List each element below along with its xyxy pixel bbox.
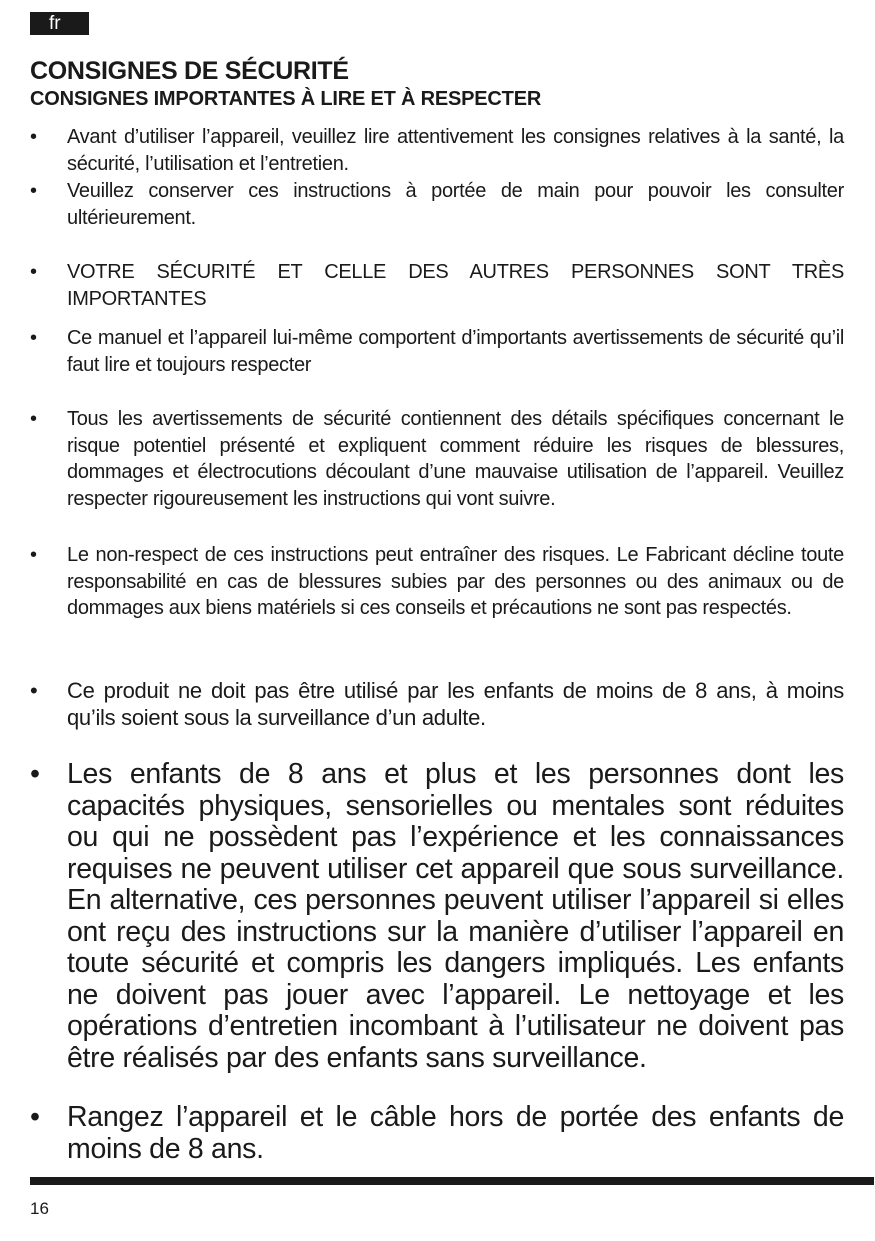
page-subtitle: CONSIGNES IMPORTANTES À LIRE ET À RESPECTER bbox=[30, 88, 542, 110]
list-item bbox=[30, 178, 844, 231]
list-item-text: Tous les avertissements de sécurité contiennent des détails spécifiques concernant le risque potentiel présenté et expliquent comment réduire les risques de blessures, dommages et électrocutions découlant d’une mauvaise utilisation de l’appareil. Veuillez respecter rigoureusement les instructions qui vont suivre. bbox=[67, 408, 844, 510]
list-item-text: Le non-respect de ces instructions peut entraîner des risques. Le Fabricant décline toute responsabilité en cas de blessures subies par des personnes ou des animaux ou de dommages aux biens matériels si ces conseils et précautions ne sont pas respectés. bbox=[67, 544, 844, 619]
bullet-icon: • bbox=[30, 408, 38, 430]
bullet-icon: • bbox=[30, 126, 38, 148]
footer-divider bbox=[30, 1177, 874, 1185]
list-item-text: VOTRE SÉCURITÉ ET CELLE DES AUTRES PERSONNES SONT TRÈS IMPORTANTES bbox=[67, 261, 844, 310]
bullet-icon: • bbox=[30, 180, 38, 202]
list-item-text: Rangez l’appareil et le câble hors de portée des enfants de moins de 8 ans. bbox=[67, 1101, 844, 1165]
list-item bbox=[30, 759, 844, 1074]
list-item bbox=[30, 259, 844, 312]
list-item-text: Les enfants de 8 ans et plus et les personnes dont les capacités physiques, sensorielles ou mentales sont réduites ou qui ne possèdent pas l’expérience et les connaissances requises ne peuvent utiliser cet appareil que sous surveillance. En alternative, ces personnes peuvent utiliser l’appareil si elles ont reçu des instructions sur la manière d’utiliser l’appareil en toute sécurité et compris les dangers impliqués. Les enfants ne doivent pas jouer avec l’appareil. Le nettoyage et les opérations d’entretien incombant à l’utilisateur ne doivent pas être réalisés par des enfants sans surveillance. bbox=[67, 758, 844, 1074]
list-item-text: Veuillez conserver ces instructions à portée de main pour pouvoir les consulter ultérieurement. bbox=[67, 180, 844, 229]
bullet-icon: • bbox=[30, 261, 38, 283]
bullet-icon: • bbox=[30, 327, 38, 349]
language-tab: fr bbox=[30, 12, 89, 35]
list-item-text: Ce produit ne doit pas être utilisé par les enfants de moins de 8 ans, à moins qu’ils soient sous la surveillance d’un adulte. bbox=[67, 678, 844, 730]
list-item bbox=[30, 542, 844, 622]
page-title: CONSIGNES DE SÉCURITÉ bbox=[30, 57, 349, 85]
list-item bbox=[30, 325, 844, 378]
list-item bbox=[30, 124, 844, 177]
list-item bbox=[30, 406, 844, 512]
list-item bbox=[30, 677, 844, 731]
list-item-text: Avant d’utiliser l’appareil, veuillez lire attentivement les consignes relatives à la santé, la sécurité, l’utilisation et l’entretien. bbox=[67, 126, 844, 175]
bullet-icon: • bbox=[30, 678, 38, 703]
list-item bbox=[30, 1102, 844, 1165]
list-item-text: Ce manuel et l’appareil lui-même comportent d’importants avertissements de sécurité qu’il faut lire et toujours respecter bbox=[67, 327, 844, 376]
bullet-icon: • bbox=[30, 544, 38, 566]
page-number: 16 bbox=[30, 1199, 49, 1218]
bullet-icon: • bbox=[30, 758, 40, 790]
bullet-icon: • bbox=[30, 1101, 40, 1133]
